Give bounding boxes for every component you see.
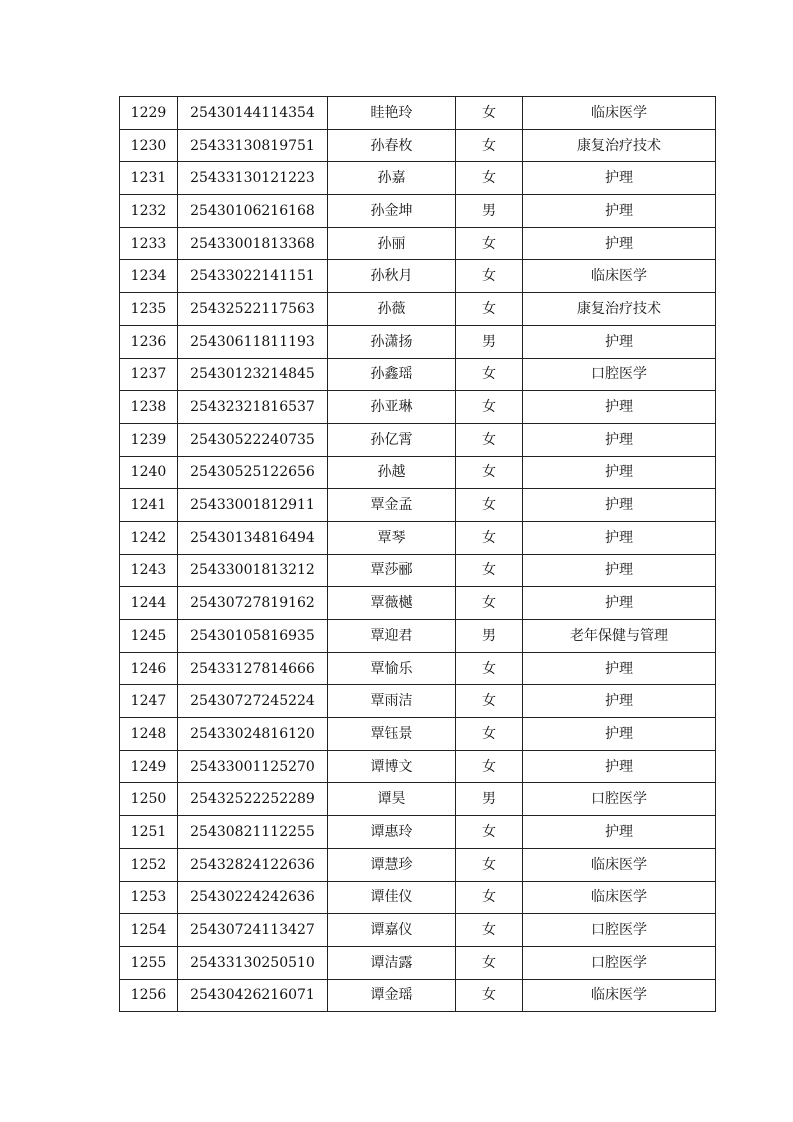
candidate-id-cell: 25433130250510: [178, 946, 328, 979]
student-name-cell: 覃金孟: [328, 489, 456, 522]
candidate-id-cell: 25430224242636: [178, 881, 328, 914]
table-row: [120, 195, 716, 228]
row-number-cell: 1255: [120, 946, 178, 979]
major-cell: 护理: [523, 554, 716, 587]
table-row: [120, 881, 716, 914]
table-row: [120, 260, 716, 293]
row-number-cell: 1235: [120, 293, 178, 326]
gender-cell: 女: [456, 816, 523, 849]
row-number-cell: 1239: [120, 423, 178, 456]
candidate-id-cell: 25432321816537: [178, 391, 328, 424]
student-name-cell: 孙金坤: [328, 195, 456, 228]
table-row: [120, 620, 716, 653]
student-name-cell: 孙鑫瑶: [328, 358, 456, 391]
gender-cell: 女: [456, 718, 523, 751]
student-name-cell: 孙潇扬: [328, 325, 456, 358]
major-cell: 护理: [523, 652, 716, 685]
gender-cell: 女: [456, 914, 523, 947]
candidate-id-cell: 25433130819751: [178, 129, 328, 162]
student-name-cell: 孙亚琳: [328, 391, 456, 424]
major-cell: 护理: [523, 587, 716, 620]
row-number-cell: 1240: [120, 456, 178, 489]
gender-cell: 女: [456, 260, 523, 293]
row-number-cell: 1256: [120, 979, 178, 1012]
major-cell: 护理: [523, 718, 716, 751]
gender-cell: 女: [456, 521, 523, 554]
candidate-id-cell: 25432522252289: [178, 783, 328, 816]
candidate-id-cell: 25430821112255: [178, 816, 328, 849]
major-cell: 康复治疗技术: [523, 129, 716, 162]
major-cell: 康复治疗技术: [523, 293, 716, 326]
row-number-cell: 1234: [120, 260, 178, 293]
row-number-cell: 1245: [120, 620, 178, 653]
table-row: [120, 554, 716, 587]
table-row: [120, 587, 716, 620]
student-name-cell: 孙丽: [328, 227, 456, 260]
candidate-id-cell: 25433022141151: [178, 260, 328, 293]
gender-cell: 女: [456, 685, 523, 718]
candidate-id-cell: 25430144114354: [178, 97, 328, 130]
row-number-cell: 1252: [120, 848, 178, 881]
table-row: [120, 848, 716, 881]
candidate-id-cell: 25433001125270: [178, 750, 328, 783]
table-row: [120, 783, 716, 816]
table-row: [120, 652, 716, 685]
table-row: [120, 97, 716, 130]
major-cell: 临床医学: [523, 979, 716, 1012]
candidate-id-cell: 25430134816494: [178, 521, 328, 554]
student-name-cell: 覃雨洁: [328, 685, 456, 718]
gender-cell: 女: [456, 129, 523, 162]
student-name-cell: 覃莎郦: [328, 554, 456, 587]
student-name-cell: 谭博文: [328, 750, 456, 783]
table-row: [120, 946, 716, 979]
candidate-id-cell: 25430727245224: [178, 685, 328, 718]
table-row: [120, 129, 716, 162]
gender-cell: 女: [456, 358, 523, 391]
major-cell: 临床医学: [523, 97, 716, 130]
student-list-table: [119, 96, 716, 1012]
major-cell: 护理: [523, 162, 716, 195]
row-number-cell: 1249: [120, 750, 178, 783]
gender-cell: 女: [456, 293, 523, 326]
student-name-cell: 覃琴: [328, 521, 456, 554]
table-body: [120, 97, 716, 1012]
row-number-cell: 1250: [120, 783, 178, 816]
row-number-cell: 1230: [120, 129, 178, 162]
table-row: [120, 293, 716, 326]
major-cell: 护理: [523, 456, 716, 489]
major-cell: 口腔医学: [523, 358, 716, 391]
row-number-cell: 1237: [120, 358, 178, 391]
student-name-cell: 覃迎君: [328, 620, 456, 653]
student-name-cell: 谭昊: [328, 783, 456, 816]
gender-cell: 女: [456, 881, 523, 914]
row-number-cell: 1242: [120, 521, 178, 554]
gender-cell: 女: [456, 423, 523, 456]
gender-cell: 女: [456, 979, 523, 1012]
row-number-cell: 1238: [120, 391, 178, 424]
table-row: [120, 391, 716, 424]
major-cell: 护理: [523, 325, 716, 358]
candidate-id-cell: 25433127814666: [178, 652, 328, 685]
row-number-cell: 1229: [120, 97, 178, 130]
candidate-id-cell: 25430106216168: [178, 195, 328, 228]
candidate-id-cell: 25430724113427: [178, 914, 328, 947]
table-row: [120, 162, 716, 195]
gender-cell: 男: [456, 783, 523, 816]
gender-cell: 女: [456, 848, 523, 881]
gender-cell: 男: [456, 620, 523, 653]
gender-cell: 女: [456, 227, 523, 260]
student-name-cell: 谭惠玲: [328, 816, 456, 849]
major-cell: 临床医学: [523, 848, 716, 881]
table-row: [120, 456, 716, 489]
table-row: [120, 358, 716, 391]
major-cell: 护理: [523, 685, 716, 718]
gender-cell: 女: [456, 489, 523, 522]
row-number-cell: 1251: [120, 816, 178, 849]
major-cell: 老年保健与管理: [523, 620, 716, 653]
candidate-id-cell: 25433130121223: [178, 162, 328, 195]
gender-cell: 男: [456, 325, 523, 358]
gender-cell: 女: [456, 97, 523, 130]
candidate-id-cell: 25430727819162: [178, 587, 328, 620]
major-cell: 口腔医学: [523, 914, 716, 947]
candidate-id-cell: 25433001812911: [178, 489, 328, 522]
gender-cell: 女: [456, 554, 523, 587]
student-name-cell: 谭慧珍: [328, 848, 456, 881]
major-cell: 口腔医学: [523, 783, 716, 816]
student-name-cell: 覃薇樾: [328, 587, 456, 620]
table-row: [120, 914, 716, 947]
student-name-cell: 覃钰景: [328, 718, 456, 751]
student-name-cell: 谭嘉仪: [328, 914, 456, 947]
major-cell: 护理: [523, 195, 716, 228]
candidate-id-cell: 25430525122656: [178, 456, 328, 489]
table-row: [120, 325, 716, 358]
table-row: [120, 718, 716, 751]
gender-cell: 女: [456, 391, 523, 424]
major-cell: 护理: [523, 816, 716, 849]
student-name-cell: 孙秋月: [328, 260, 456, 293]
candidate-id-cell: 25433024816120: [178, 718, 328, 751]
table-row: [120, 423, 716, 456]
major-cell: 护理: [523, 227, 716, 260]
row-number-cell: 1241: [120, 489, 178, 522]
row-number-cell: 1231: [120, 162, 178, 195]
gender-cell: 女: [456, 162, 523, 195]
row-number-cell: 1246: [120, 652, 178, 685]
gender-cell: 女: [456, 750, 523, 783]
candidate-id-cell: 25430123214845: [178, 358, 328, 391]
table-row: [120, 521, 716, 554]
major-cell: 护理: [523, 750, 716, 783]
row-number-cell: 1253: [120, 881, 178, 914]
row-number-cell: 1247: [120, 685, 178, 718]
row-number-cell: 1233: [120, 227, 178, 260]
candidate-id-cell: 25432824122636: [178, 848, 328, 881]
major-cell: 护理: [523, 423, 716, 456]
student-name-cell: 孙越: [328, 456, 456, 489]
candidate-id-cell: 25430611811193: [178, 325, 328, 358]
table-row: [120, 685, 716, 718]
table-row: [120, 750, 716, 783]
major-cell: 临床医学: [523, 260, 716, 293]
student-name-cell: 孙薇: [328, 293, 456, 326]
gender-cell: 女: [456, 587, 523, 620]
student-name-cell: 覃愉乐: [328, 652, 456, 685]
candidate-id-cell: 25433001813368: [178, 227, 328, 260]
major-cell: 护理: [523, 521, 716, 554]
candidate-id-cell: 25430522240735: [178, 423, 328, 456]
student-name-cell: 谭金瑶: [328, 979, 456, 1012]
student-name-cell: 孙嘉: [328, 162, 456, 195]
major-cell: 口腔医学: [523, 946, 716, 979]
major-cell: 护理: [523, 489, 716, 522]
student-name-cell: 谭佳仪: [328, 881, 456, 914]
major-cell: 护理: [523, 391, 716, 424]
row-number-cell: 1244: [120, 587, 178, 620]
gender-cell: 女: [456, 946, 523, 979]
row-number-cell: 1254: [120, 914, 178, 947]
row-number-cell: 1232: [120, 195, 178, 228]
student-name-cell: 孙春枚: [328, 129, 456, 162]
table-row: [120, 227, 716, 260]
candidate-id-cell: 25430426216071: [178, 979, 328, 1012]
gender-cell: 男: [456, 195, 523, 228]
gender-cell: 女: [456, 652, 523, 685]
table-row: [120, 489, 716, 522]
candidate-id-cell: 25430105816935: [178, 620, 328, 653]
student-name-cell: 孙亿霄: [328, 423, 456, 456]
major-cell: 临床医学: [523, 881, 716, 914]
candidate-id-cell: 25432522117563: [178, 293, 328, 326]
row-number-cell: 1243: [120, 554, 178, 587]
candidate-id-cell: 25433001813212: [178, 554, 328, 587]
student-name-cell: 眭艳玲: [328, 97, 456, 130]
row-number-cell: 1236: [120, 325, 178, 358]
gender-cell: 女: [456, 456, 523, 489]
table-row: [120, 816, 716, 849]
table-row: [120, 979, 716, 1012]
row-number-cell: 1248: [120, 718, 178, 751]
student-name-cell: 谭洁露: [328, 946, 456, 979]
